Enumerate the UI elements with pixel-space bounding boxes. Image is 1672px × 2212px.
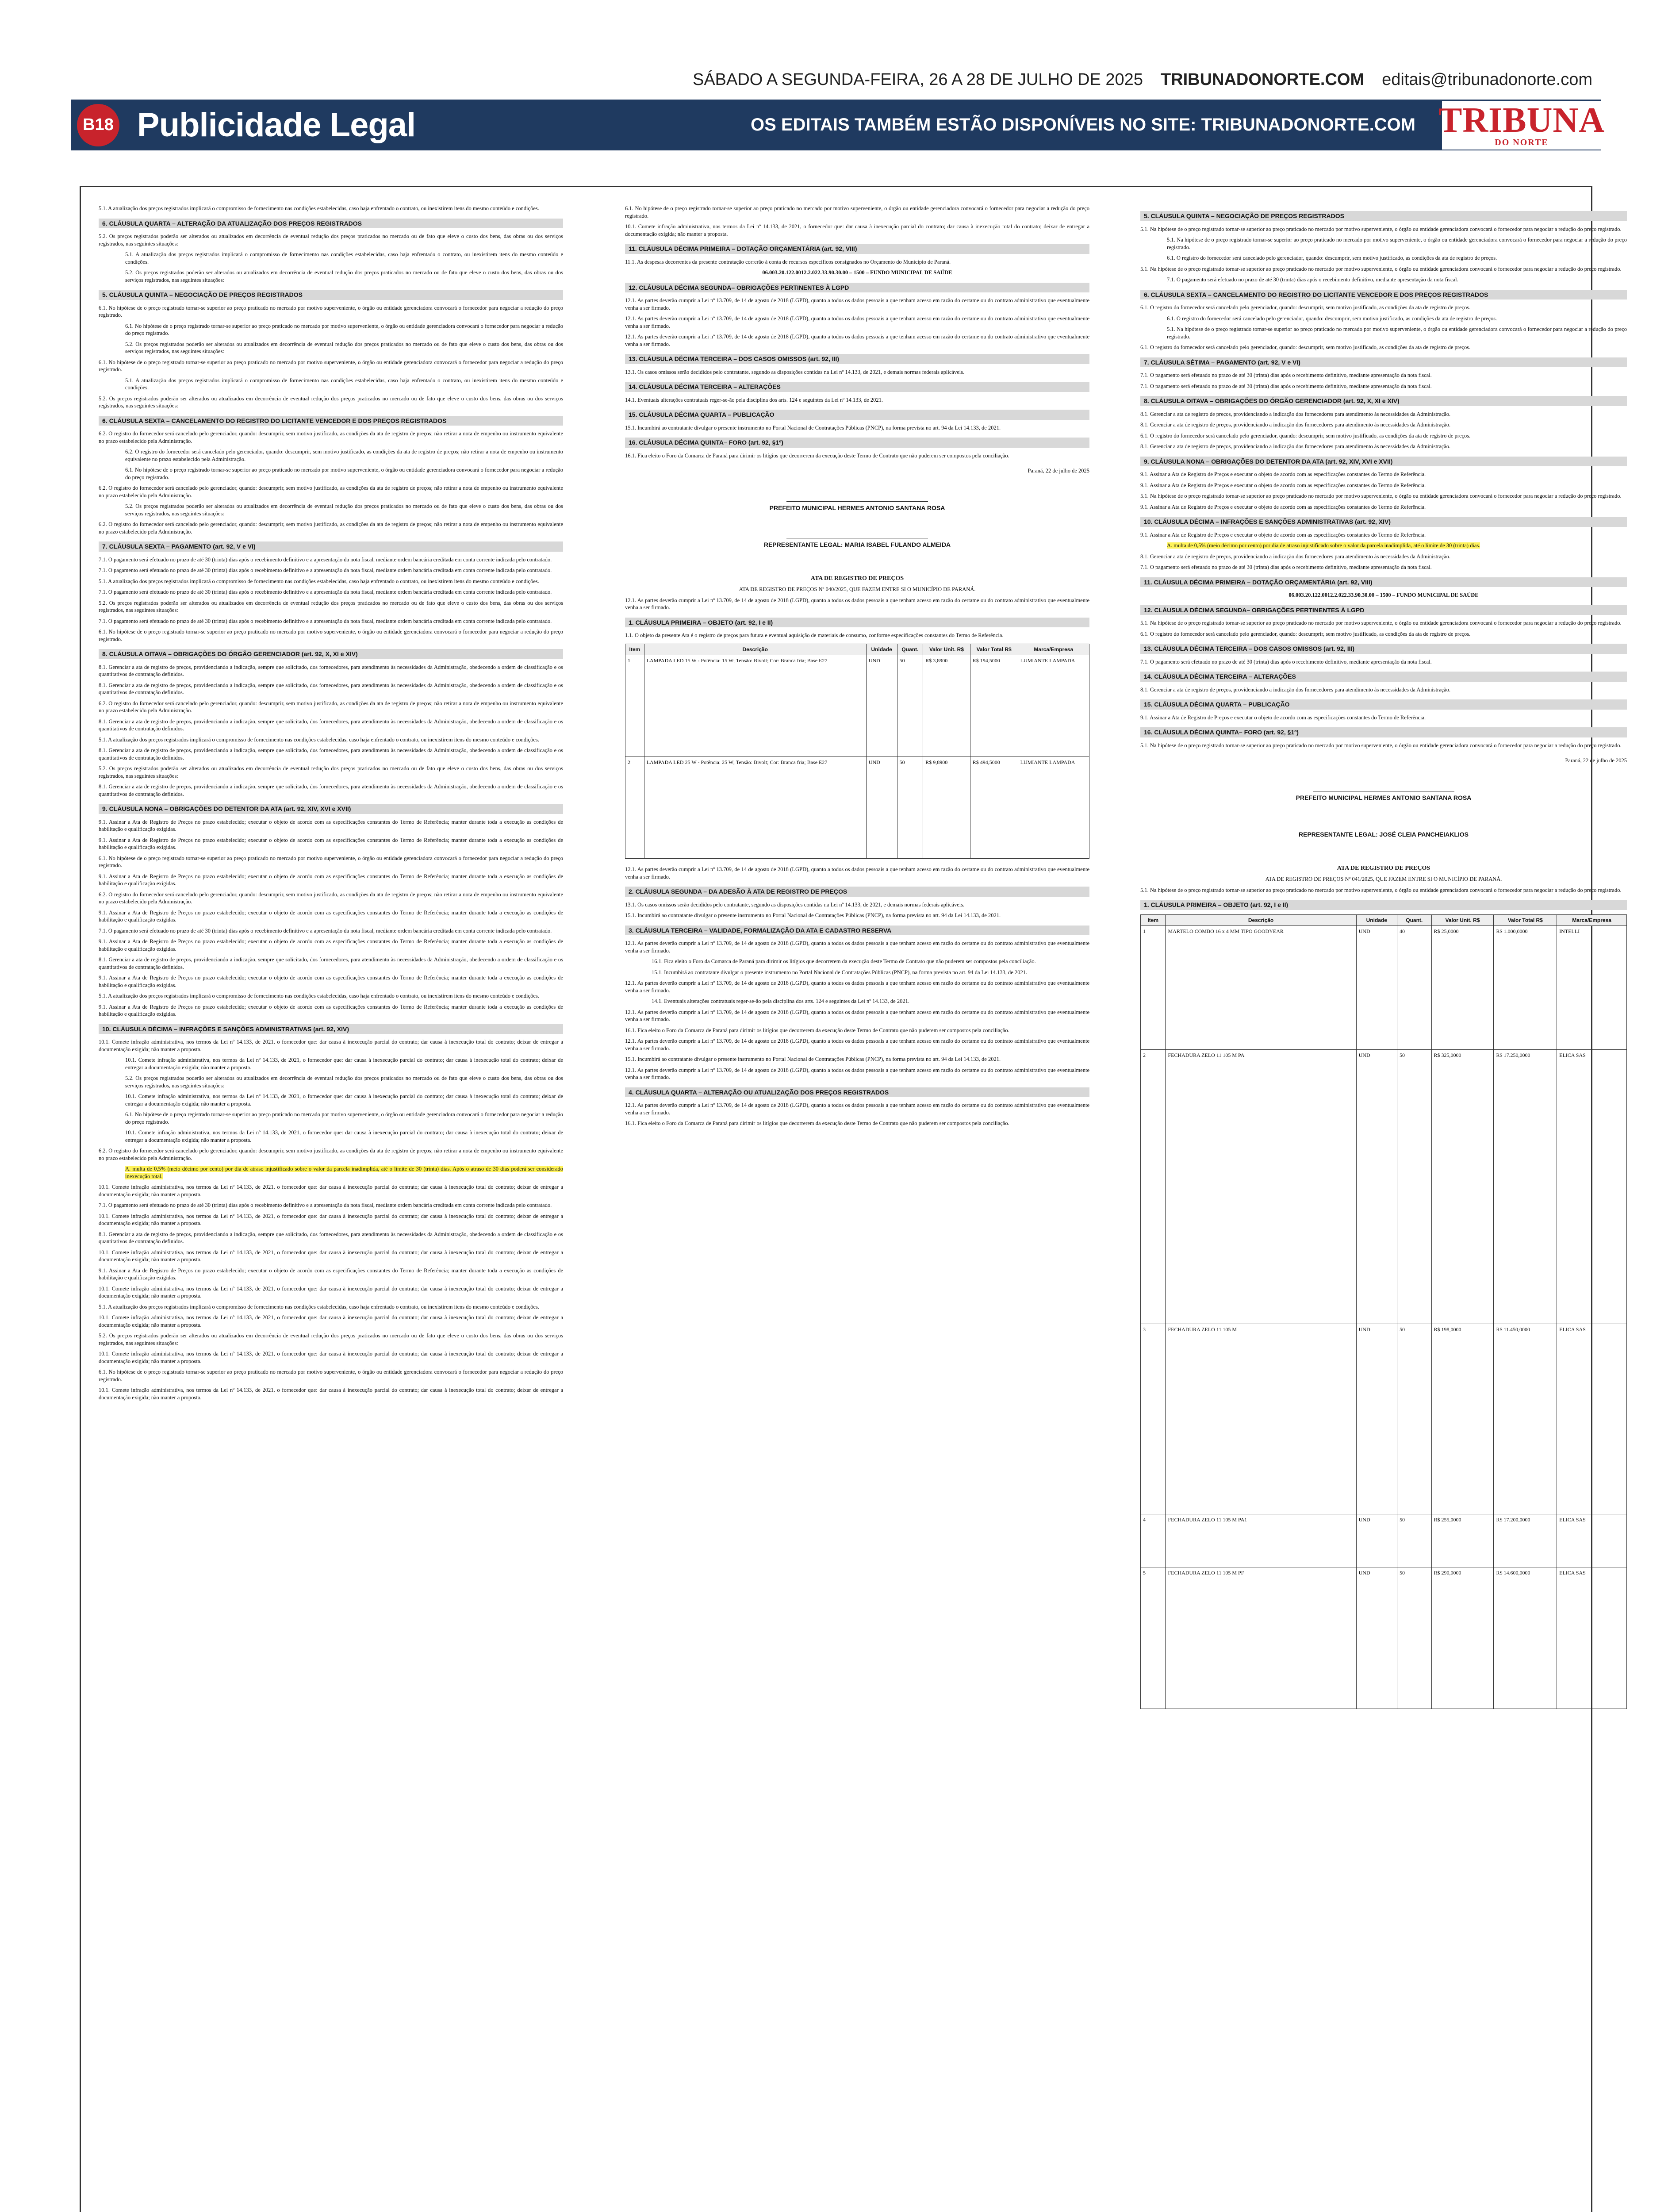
paragraph: 13.1. Os casos omissos serão decididos pelo contratante, segundo as disposições contidas na Lei nº 14.133, de 2021, e demais normas federais aplicáveis. (625, 901, 965, 908)
paragraph: 9.1. Assinar a Ata de Registro de Preços no prazo estabelecido; executar o objeto de acordo com as especificações constantes do Termo de Referência; manter durante toda a execução as condições de habilitação e qualificação exigidas. (99, 818, 563, 832)
top-info-bar (80, 66, 1592, 93)
paragraph: 10.1. Comete infração administrativa, nos termos da Lei nº 14.133, de 2021, o fornecedor que: dar causa à inexecução parcial do contrato; dar causa à inexecução total do contrato; deixar de entregar a documentação exigida; não manter a proposta. (125, 1057, 563, 1071)
paragraph: 10.1. Comete infração administrativa, nos termos da Lei nº 14.133, de 2021, o fornecedor que: dar causa à inexecução parcial do contrato; dar causa à inexecução total do contrato; deixar de entregar a documentação exigida; não manter a proposta. (99, 1387, 563, 1401)
paragraph: 9.1. Assinar a Ata de Registro de Preços no prazo estabelecido; executar o objeto de acordo com as especificações constantes do Termo de Referência; manter durante toda a execução as condições de habilitação e qualificação exigidas. (99, 938, 563, 952)
section-heading: 1. CLÁUSULA PRIMEIRA – OBJETO (art. 92, I e II) (625, 618, 1089, 628)
paragraph: 7.1. O pagamento será efetuado no prazo de até 30 (trinta) dias após o recebimento definitivo, mediante apresentação da nota fiscal. (1140, 372, 1432, 378)
paragraph: 6.1. No hipótese de o preço registrado tornar-se superior ao preço praticado no mercado por motivo superveniente, o órgão ou entidade gerenciadora convocará o fornecedor para negociar a redução do preço registrado. (99, 855, 563, 868)
table-cell: R$ 1.000,0000 (1494, 926, 1557, 1050)
paragraph: 5.1. A atualização dos preços registrados implicará o compromisso de fornecimento nas condições estabelecidas, caso haja enfrentado o contrato, ou inexistirem itens do mesmo conteúdo e condições. (99, 1303, 539, 1310)
table-cell: 50 (1397, 1050, 1431, 1324)
column-header: Quant. (897, 644, 923, 655)
paragraph: 9.1. Assinar a Ata de Registro de Preços no prazo estabelecido; executar o objeto de acordo com as especificações constantes do Termo de Referência; manter durante toda a execução as condições de habilitação e qualificação exigidas. (99, 909, 563, 923)
items-table (625, 644, 1089, 859)
column-header: Descrição (1166, 914, 1356, 926)
paragraph: 7.1. O pagamento será efetuado no prazo de até 30 (trinta) dias após o recebimento definitivo, mediante apresentação da nota fiscal. (1140, 383, 1432, 389)
paragraph: 7.1. O pagamento será efetuado no prazo de até 30 (trinta) dias após o recebimento definitivo e a apresentação da nota fiscal, mediante ordem bancária creditada em conta corrente indicada pelo contratado. (99, 589, 552, 595)
site-link[interactable]: TRIBUNADONORTE.COM (1160, 70, 1365, 89)
logo-subtext: DO NORTE (1495, 137, 1549, 147)
column-1 (99, 205, 563, 2212)
table-cell: 50 (897, 757, 923, 859)
paragraph: 8.1. Gerenciar a ata de registro de preços, providenciando a indicação, sempre que solicitado, dos fornecedores, para atendimento às necessidades da Administração, obedecendo a ordem de classificação e os quantitativos de contratação definidos. (99, 718, 563, 732)
section-heading: 9. CLÁUSULA NONA – OBRIGAÇÕES DO DETENTOR DA ATA (art. 92, XIV, XVI e XVII) (1140, 457, 1627, 467)
paragraph: 6.1. No hipótese de o preço registrado tornar-se superior ao preço praticado no mercado por motivo superveniente, o órgão ou entidade gerenciadora convocará o fornecedor para negociar a redução do preço registrado. (125, 1111, 563, 1125)
paragraph: 5.2. Os preços registrados poderão ser alterados ou atualizados em decorrência de eventual redução dos preços praticados no mercado ou de fato que eleve o custo dos bens, das obras ou dos serviços registrados, nas seguintes situações: (125, 269, 563, 283)
paragraph: 6.2. O registro do fornecedor será cancelado pelo gerenciador, quando: descumprir, sem motivo justificado, as condições da ata de registro de preços; não retirar a nota de empenho ou instrumento equivalente no prazo estabelecido pela Administração. (99, 521, 563, 535)
paragraph: 12.1. As partes deverão cumprir a Lei nº 13.709, de 14 de agosto de 2018 (LGPD), quanto a todos os dados pessoais a que tenham acesso em razão do certame ou do contrato administrativo que eventualmente venha a ser firmado. (625, 866, 1089, 880)
table-row (1141, 1324, 1627, 1514)
table-cell: 40 (1397, 926, 1431, 1050)
table-cell: LAMPADA LED 15 W - Potência: 15 W; Tensão: Bivolt; Cor: Branca fria; Base E27 (644, 655, 866, 757)
section-heading: 8. CLÁUSULA OITAVA – OBRIGAÇÕES DO ÓRGÃO GERENCIADOR (art. 92, X, XI e XIV) (1140, 396, 1627, 406)
paragraph: 6.2. O registro do fornecedor será cancelado pelo gerenciador, quando: descumprir, sem motivo justificado, as condições da ata de registro de preços; não retirar a nota de empenho ou instrumento equivalente no prazo estabelecido pela Administração. (99, 430, 563, 444)
section-heading: 6. CLÁUSULA SEXTA – CANCELAMENTO DO REGISTRO DO LICITANTE VENCEDOR E DOS PREÇOS REGISTRADOS (99, 416, 563, 426)
section-heading: 2. CLÁUSULA SEGUNDA – DA ADESÃO À ATA DE REGISTRO DE PREÇOS (625, 887, 1089, 897)
document-date: Paraná, 22 de julho de 2025 (1028, 468, 1089, 474)
table-cell: 2 (625, 757, 644, 859)
paragraph: 6.1. O registro do fornecedor será cancelado pelo gerenciador, quando: descumprir, sem motivo justificado, as condições da ata de registro de preços. (1140, 344, 1471, 350)
paragraph: 9.1. Assinar a Ata de Registro de Preços e executar o objeto de acordo com as especificações constantes do Termo de Referência. (1140, 503, 1426, 510)
paragraph: 12.1. As partes deverão cumprir a Lei nº 13.709, de 14 de agosto de 2018 (LGPD), quanto a todos os dados pessoais a que tenham acesso em razão do certame ou do contrato administrativo que eventualmente venha a ser firmado. (625, 597, 1089, 611)
paragraph: 10.1. Comete infração administrativa, nos termos da Lei nº 14.133, de 2021, o fornecedor que: dar causa à inexecução parcial do contrato; dar causa à inexecução total do contrato; deixar de entregar a documentação exigida; não manter a proposta. (99, 1039, 563, 1052)
signature-block (1140, 791, 1627, 802)
column-header: Unidade (866, 644, 897, 655)
paragraph: 5.1. Na hipótese de o preço registrado tornar-se superior ao preço praticado no mercado por motivo superveniente, o órgão ou entidade gerenciadora convocará o fornecedor para negociar a redução do preço registrado. (1140, 226, 1622, 232)
paragraph: 8.1. Gerenciar a ata de registro de preços, providenciando a indicação, sempre que solicitado, dos fornecedores, para atendimento às necessidades da Administração, obedecendo a ordem de classificação e os quantitativos de contratação definidos. (99, 783, 563, 797)
column-3 (1140, 205, 1627, 2212)
section-title: Publicidade Legal (137, 106, 416, 144)
section-heading: 8. CLÁUSULA OITAVA – OBRIGAÇÕES DO ÓRGÃO GERENCIADOR (art. 92, X, XI e XIV) (99, 649, 563, 659)
table-cell: R$ 325,0000 (1431, 1050, 1494, 1324)
paragraph: 6.1. No hipótese de o preço registrado tornar-se superior ao preço praticado no mercado por motivo superveniente, o órgão ou entidade gerenciadora convocará o fornecedor para negociar a redução do preço registrado. (99, 629, 563, 642)
column-header: Valor Unit. R$ (923, 644, 970, 655)
paragraph: 14.1. Eventuais alterações contratuais reger-se-ão pela disciplina dos arts. 124 e seguintes da Lei nº 14.133, de 2021. (652, 998, 909, 1004)
paragraph: 12.1. As partes deverão cumprir a Lei nº 13.709, de 14 de agosto de 2018 (LGPD), quanto a todos os dados pessoais a que tenham acesso em razão do certame ou do contrato administrativo que eventualmente venha a ser firmado. (625, 334, 1089, 347)
paragraph: 5.2. Os preços registrados poderão ser alterados ou atualizados em decorrência de eventual redução dos preços praticados no mercado ou de fato que eleve o custo dos bens, das obras ou dos serviços registrados, nas seguintes situações: (99, 1333, 563, 1346)
column-header: Quant. (1397, 914, 1431, 926)
paragraph: 5.1. Na hipótese de o preço registrado tornar-se superior ao preço praticado no mercado por motivo superveniente, o órgão ou entidade gerenciadora convocará o fornecedor para negociar a redução do preço registrado. (1140, 742, 1622, 749)
table-cell: 1 (1141, 926, 1166, 1050)
highlighted-paragraph (99, 1165, 563, 1180)
paragraph: 5.1. A atualização dos preços registrados implicará o compromisso de fornecimento nas condições estabelecidas, caso haja enfrentado o contrato, ou inexistirem itens do mesmo conteúdo e condições. (125, 251, 563, 265)
tribuna-logo (1438, 100, 1605, 150)
paragraph: 10.1. Comete infração administrativa, nos termos da Lei nº 14.133, de 2021, o fornecedor que: dar causa à inexecução parcial do contrato; dar causa à inexecução total do contrato; deixar de entregar a documentação exigida; não manter a proposta. (125, 1093, 563, 1107)
table-cell: R$ 17.250,0000 (1494, 1050, 1557, 1324)
table-cell: R$ 17.200,0000 (1494, 1514, 1557, 1567)
table-cell: UND (866, 757, 897, 859)
paragraph: 12.1. As partes deverão cumprir a Lei nº 13.709, de 14 de agosto de 2018 (LGPD), quanto a todos os dados pessoais a que tenham acesso em razão do certame ou do contrato administrativo que eventualmente venha a ser firmado. (625, 1067, 1089, 1080)
paragraph: 12.1. As partes deverão cumprir a Lei nº 13.709, de 14 de agosto de 2018 (LGPD), quanto a todos os dados pessoais a que tenham acesso em razão do certame ou do contrato administrativo que eventualmente venha a ser firmado. (625, 315, 1089, 329)
paragraph: 5.1. A atualização dos preços registrados implicará o compromisso de fornecimento nas condições estabelecidas, caso haja enfrentado o contrato, ou inexistirem itens do mesmo conteúdo e condições. (99, 578, 539, 584)
paragraph: 12.1. As partes deverão cumprir a Lei nº 13.709, de 14 de agosto de 2018 (LGPD), quanto a todos os dados pessoais a que tenham acesso em razão do certame ou do contrato administrativo que eventualmente venha a ser firmado. (625, 980, 1089, 994)
table-cell: 5 (1141, 1567, 1166, 1709)
paragraph: 12.1. As partes deverão cumprir a Lei nº 13.709, de 14 de agosto de 2018 (LGPD), quanto a todos os dados pessoais a que tenham acesso em razão do certame ou do contrato administrativo que eventualmente venha a ser firmado. (625, 1102, 1089, 1116)
paragraph: 5.1. A atualização dos preços registrados implicará o compromisso de fornecimento nas condições estabelecidas, caso haja enfrentado o contrato, ou inexistirem itens do mesmo conteúdo e condições. (99, 736, 539, 743)
table-cell: UND (1356, 926, 1397, 1050)
ata-subtitle: ATA DE REGISTRO DE PREÇOS Nº 041/2025, QUE FAZEM ENTRE SI O MUNICÍPIO DE PARANÁ. (1265, 876, 1502, 882)
paragraph: 6.1. No hipótese de o preço registrado tornar-se superior ao preço praticado no mercado por motivo superveniente, o órgão ou entidade gerenciadora convocará o fornecedor para negociar a redução do preço registrado. (99, 304, 563, 318)
paragraph: 6.1. O registro do fornecedor será cancelado pelo gerenciador, quando: descumprir, sem motivo justificado, as condições da ata de registro de preços. (1140, 304, 1471, 311)
table-cell: R$ 9,8900 (923, 757, 970, 859)
section-heading: 16. CLÁUSULA DÉCIMA QUINTA– FORO (art. 92, §1º) (625, 438, 1089, 448)
table-cell: FECHADURA ZELO 11 105 M PA (1166, 1050, 1356, 1324)
paragraph: 7.1. O pagamento será efetuado no prazo de até 30 (trinta) dias após o recebimento definitivo e a apresentação da nota fiscal, mediante ordem bancária creditada em conta corrente indicada pelo contratado. (99, 567, 552, 573)
section-heading: 1. CLÁUSULA PRIMEIRA – OBJETO (art. 92, I e II) (1140, 900, 1627, 910)
paragraph: 6.1. No hipótese de o preço registrado tornar-se superior ao preço praticado no mercado por motivo superveniente, o órgão ou entidade gerenciadora convocará o fornecedor para negociar a redução do preço registrado. (125, 467, 563, 480)
document-date: Paraná, 22 de julho de 2025 (1565, 757, 1627, 764)
paragraph: 6.2. O registro do fornecedor será cancelado pelo gerenciador, quando: descumprir, sem motivo justificado, as condições da ata de registro de preços; não retirar a nota de empenho ou instrumento equivalente no prazo estabelecido pela Administração. (99, 891, 563, 905)
section-heading: 15. CLÁUSULA DÉCIMA QUARTA – PUBLICAÇÃO (1140, 699, 1627, 710)
column-header: Marca/Empresa (1018, 644, 1089, 655)
signatory-name: REPRESENTANTE LEGAL: JOSÉ CLEIA PANCHEIAKLIOS (1299, 831, 1469, 838)
paragraph: 9.1. Assinar a Ata de Registro de Preços e executar o objeto de acordo com as especificações constantes do Termo de Referência. (1140, 531, 1426, 538)
table-row (625, 757, 1089, 859)
paragraph: 6.1. O registro do fornecedor será cancelado pelo gerenciador, quando: descumprir, sem motivo justificado, as condições da ata de registro de preços. (1140, 432, 1471, 439)
paragraph: 6.1. No hipótese de o preço registrado tornar-se superior ao preço praticado no mercado por motivo superveniente, o órgão ou entidade gerenciadora convocará o fornecedor para negociar a redução do preço registrado. (99, 359, 563, 373)
paragraph: 8.1. Gerenciar a ata de registro de preços, providenciando a indicação dos fornecedores para atendimento às necessidades da Administração. (1140, 686, 1451, 693)
section-heading: 13. CLÁUSULA DÉCIMA TERCEIRA – DOS CASOS OMISSOS (art. 92, III) (1140, 644, 1627, 654)
table-cell: LAMPADA LED 25 W - Potência: 25 W; Tensão: Bivolt; Cor: Branca fria; Base E27 (644, 757, 866, 859)
table-cell: MARTELO COMBO 16 x 4 MM TIPO GOODYEAR (1166, 926, 1356, 1050)
section-heading: 15. CLÁUSULA DÉCIMA QUARTA – PUBLICAÇÃO (625, 410, 1089, 420)
section-heading: 5. CLÁUSULA QUINTA – NEGOCIAÇÃO DE PREÇOS REGISTRADOS (99, 290, 563, 300)
paragraph: 6.1. No hipótese de o preço registrado tornar-se superior ao preço praticado no mercado por motivo superveniente, o órgão ou entidade gerenciadora convocará o fornecedor para negociar a redução do preço registrado. (99, 1369, 563, 1382)
paragraph: 5.2. Os preços registrados poderão ser alterados ou atualizados em decorrência de eventual redução dos preços praticados no mercado ou de fato que eleve o custo dos bens, das obras ou dos serviços registrados, nas seguintes situações: (99, 765, 563, 779)
highlight-text: A. multa de 0,5% (meio décimo por cento) por dia de atraso injustificado sobre o valor da parcela inadimplida, até o limite de 30 (trinta) dias. (1167, 542, 1480, 549)
items-table (1140, 914, 1627, 1709)
paragraph: 5.2. Os preços registrados poderão ser alterados ou atualizados em decorrência de eventual redução dos preços praticados no mercado ou de fato que eleve o custo dos bens, das obras ou dos serviços registrados, nas seguintes situações: (99, 599, 563, 613)
column-header: Descrição (644, 644, 866, 655)
budget-line: 06.003.20.122.0012.2.022.33.90.30.00 – 1500 – FUNDO MUNICIPAL DE SAÚDE (762, 269, 952, 276)
site-note: OS EDITAIS TAMBÉM ESTÃO DISPONÍVEIS NO SITE: TRIBUNADONORTE.COM (750, 115, 1415, 134)
column-header: Marca/Empresa (1557, 914, 1627, 926)
paragraph: 10.1. Comete infração administrativa, nos termos da Lei nº 14.133, de 2021, o fornecedor que: dar causa à inexecução parcial do contrato; dar causa à inexecução total do contrato; deixar de entregar a documentação exigida; não manter a proposta. (99, 1213, 563, 1226)
notice-page (80, 186, 1627, 2212)
table-cell: R$ 3,8900 (923, 655, 970, 757)
paragraph: 7.1. O pagamento será efetuado no prazo de até 30 (trinta) dias após o recebimento definitivo e a apresentação da nota fiscal, mediante ordem bancária creditada em conta corrente indicada pelo contratado. (99, 1202, 552, 1208)
column-header: Valor Unit. R$ (1431, 914, 1494, 926)
paragraph: 8.1. Gerenciar a ata de registro de preços, providenciando a indicação, sempre que solicitado, dos fornecedores, para atendimento às necessidades da Administração, obedecendo a ordem de classificação e os quantitativos de contratação definidos. (99, 747, 563, 761)
paragraph: 8.1. Gerenciar a ata de registro de preços, providenciando a indicação dos fornecedores para atendimento às necessidades da Administração. (1140, 443, 1451, 449)
paragraph: 10.1. Comete infração administrativa, nos termos da Lei nº 14.133, de 2021, o fornecedor que: dar causa à inexecução parcial do contrato; dar causa à inexecução total do contrato; deixar de entregar a documentação exigida; não manter a proposta. (99, 1351, 563, 1364)
section-heading: 13. CLÁUSULA DÉCIMA TERCEIRA – DOS CASOS OMISSOS (art. 92, III) (625, 354, 1089, 364)
section-heading: 9. CLÁUSULA NONA – OBRIGAÇÕES DO DETENTOR DA ATA (art. 92, XIV, XVI e XVII) (99, 804, 563, 814)
paragraph: 5.1. Na hipótese de o preço registrado tornar-se superior ao preço praticado no mercado por motivo superveniente, o órgão ou entidade gerenciadora convocará o fornecedor para negociar a redução do preço registrado. (1140, 265, 1622, 272)
table-row (625, 655, 1089, 757)
paragraph: 15.1. Incumbirá ao contratante divulgar o presente instrumento no Portal Nacional de Contratações Públicas (PNCP), na forma prevista no art. 94 da Lei 14.133, de 2021. (652, 969, 1028, 975)
edition-date: SÁBADO A SEGUNDA-FEIRA, 26 A 28 DE JULHO DE 2025 (692, 70, 1143, 89)
paragraph: 8.1. Gerenciar a ata de registro de preços, providenciando a indicação, sempre que solicitado, dos fornecedores, para atendimento às necessidades da Administração, obedecendo a ordem de classificação e os quantitativos de contratação definidos. (99, 956, 563, 970)
table-cell: 3 (1141, 1324, 1166, 1514)
paragraph: 9.1. Assinar a Ata de Registro de Preços no prazo estabelecido; executar o objeto de acordo com as especificações constantes do Termo de Referência; manter durante toda a execução as condições de habilitação e qualificação exigidas. (99, 873, 563, 887)
section-heading: 4. CLÁUSULA QUARTA – ALTERAÇÃO OU ATUALIZAÇÃO DOS PREÇOS REGISTRADOS (625, 1087, 1089, 1098)
table-cell: R$ 11.450,0000 (1494, 1324, 1557, 1514)
section-heading: 11. CLÁUSULA DÉCIMA PRIMEIRA – DOTAÇÃO ORÇAMENTÁRIA (art. 92, VIII) (1140, 577, 1627, 588)
table-cell: UND (1356, 1050, 1397, 1324)
paragraph: 10.1. Comete infração administrativa, nos termos da Lei nº 14.133, de 2021, o fornecedor que: dar causa à inexecução parcial do contrato; dar causa à inexecução total do contrato; deixar de entregar a documentação exigida; não manter a proposta. (99, 1184, 563, 1198)
paragraph: 16.1. Fica eleito o Foro da Comarca de Paraná para dirimir os litígios que decorrerem da execução deste Termo de Contrato que não puderem ser compostos pela conciliação. (625, 1027, 1009, 1033)
paragraph: 16.1. Fica eleito o Foro da Comarca de Paraná para dirimir os litígios que decorrerem da execução deste Termo de Contrato que não puderem ser compostos pela conciliação. (625, 452, 1009, 459)
section-heading: 14. CLÁUSULA DÉCIMA TERCEIRA – ALTERAÇÕES (625, 382, 1089, 392)
paragraph: 5.2. Os preços registrados poderão ser alterados ou atualizados em decorrência de eventual redução dos preços praticados no mercado ou de fato que eleve o custo dos bens, das obras ou dos serviços registrados, nas seguintes situações: (125, 341, 563, 354)
signature-line (786, 501, 928, 502)
paragraph: 7.1. O pagamento será efetuado no prazo de até 30 (trinta) dias após o recebimento definitivo e a apresentação da nota fiscal, mediante ordem bancária creditada em conta corrente indicada pelo contratado. (99, 556, 552, 563)
paragraph: 9.1. Assinar a Ata de Registro de Preços no prazo estabelecido; executar o objeto de acordo com as especificações constantes do Termo de Referência; manter durante toda a execução as condições de habilitação e qualificação exigidas. (99, 837, 563, 850)
paragraph: 6.1. No hipótese de o preço registrado tornar-se superior ao preço praticado no mercado por motivo superveniente, o órgão ou entidade gerenciadora convocará o fornecedor para negociar a redução do preço registrado. (125, 323, 563, 336)
table-cell: 50 (1397, 1514, 1431, 1567)
paragraph: 7.1. O pagamento será efetuado no prazo de até 30 (trinta) dias após o recebimento definitivo, mediante apresentação da nota fiscal. (1167, 276, 1458, 283)
column-header: Unidade (1356, 914, 1397, 926)
signature-block (625, 538, 1089, 549)
paragraph: 5.1. Na hipótese de o preço registrado tornar-se superior ao preço praticado no mercado por motivo superveniente, o órgão ou entidade gerenciadora convocará o fornecedor para negociar a redução do preço registrado. (1167, 326, 1627, 340)
section-heading: 14. CLÁUSULA DÉCIMA TERCEIRA – ALTERAÇÕES (1140, 672, 1627, 682)
table-row (1141, 1514, 1627, 1567)
table-row (1141, 1567, 1627, 1709)
paragraph: 16.1. Fica eleito o Foro da Comarca de Paraná para dirimir os litígios que decorrerem da execução deste Termo de Contrato que não puderem ser compostos pela conciliação. (652, 958, 1036, 964)
table-cell: INTELLI (1557, 926, 1627, 1050)
paragraph: 9.1. Assinar a Ata de Registro de Preços e executar o objeto de acordo com as especificações constantes do Termo de Referência. (1140, 714, 1426, 721)
table-cell: 50 (1397, 1324, 1431, 1514)
table-row (1141, 1050, 1627, 1324)
page-number-badge: B18 (77, 104, 119, 146)
section-header (71, 100, 1601, 150)
paragraph: 10.1. Comete infração administrativa, nos termos da Lei nº 14.133, de 2021, o fornecedor que: dar causa à inexecução parcial do contrato; dar causa à inexecução total do contrato; deixar de entregar a documentação exigida; não manter a proposta. (99, 1249, 563, 1263)
section-heading: 6. CLÁUSULA QUARTA – ALTERAÇÃO DA ATUALIZAÇÃO DOS PREÇOS REGISTRADOS (99, 219, 563, 229)
table-cell: FECHADURA ZELO 11 105 M PF (1166, 1567, 1356, 1709)
table-cell: 50 (897, 655, 923, 757)
section-heading: 3. CLÁUSULA TERCEIRA – VALIDADE, FORMALIZAÇÃO DA ATA E CADASTRO RESERVA (625, 926, 1089, 936)
table-cell: R$ 290,0000 (1431, 1567, 1494, 1709)
section-heading: 16. CLÁUSULA DÉCIMA QUINTA– FORO (art. 92, §1º) (1140, 727, 1627, 737)
paragraph: 6.2. O registro do fornecedor será cancelado pelo gerenciador, quando: descumprir, sem motivo justificado, as condições da ata de registro de preços; não retirar a nota de empenho ou instrumento equivalente no prazo estabelecido pela Administração. (99, 1148, 563, 1161)
signature-block (1140, 828, 1627, 838)
paragraph: 10.1. Comete infração administrativa, nos termos da Lei nº 14.133, de 2021, o fornecedor que: dar causa à inexecução parcial do contrato; dar causa à inexecução total do contrato; deixar de entregar a documentação exigida; não manter a proposta. (125, 1129, 563, 1143)
column-2 (625, 205, 1089, 2212)
section-heading: 12. CLÁUSULA DÉCIMA SEGUNDA– OBRIGAÇÕES PERTINENTES À LGPD (1140, 605, 1627, 615)
section-heading: 10. CLÁUSULA DÉCIMA – INFRAÇÕES E SANÇÕES ADMINISTRATIVAS (art. 92, XIV) (1140, 517, 1627, 527)
table-cell: FECHADURA ZELO 11 105 M PA1 (1166, 1514, 1356, 1567)
paragraph: 9.1. Assinar a Ata de Registro de Preços no prazo estabelecido; executar o objeto de acordo com as especificações constantes do Termo de Referência; manter durante toda a execução as condições de habilitação e qualificação exigidas. (99, 1267, 563, 1281)
table-row (1141, 926, 1627, 1050)
section-heading: 10. CLÁUSULA DÉCIMA – INFRAÇÕES E SANÇÕES ADMINISTRATIVAS (art. 92, XIV) (99, 1024, 563, 1034)
signature-block (625, 501, 1089, 512)
paragraph: 15.1. Incumbirá ao contratante divulgar o presente instrumento no Portal Nacional de Contratações Públicas (PNCP), na forma prevista no art. 94 da Lei 14.133, de 2021. (625, 1056, 1001, 1062)
paragraph: 8.1. Gerenciar a ata de registro de preços, providenciando a indicação dos fornecedores para atendimento às necessidades da Administração. (1140, 411, 1451, 417)
paragraph: 14.1. Eventuais alterações contratuais reger-se-ão pela disciplina dos arts. 124 e seguintes da Lei nº 14.133, de 2021. (625, 396, 883, 403)
table-cell: R$ 25,0000 (1431, 926, 1494, 1050)
paragraph: 6.1. O registro do fornecedor será cancelado pelo gerenciador, quando: descumprir, sem motivo justificado, as condições da ata de registro de preços. (1140, 630, 1471, 637)
column-header: Valor Total R$ (1494, 914, 1557, 926)
table-cell: 4 (1141, 1514, 1166, 1567)
paragraph: 5.1. Na hipótese de o preço registrado tornar-se superior ao preço praticado no mercado por motivo superveniente, o órgão ou entidade gerenciadora convocará o fornecedor para negociar a redução do preço registrado. (1140, 887, 1622, 893)
table-cell: 1 (625, 655, 644, 757)
table-cell: UND (1356, 1567, 1397, 1709)
logo-text: TRIBUNA (1438, 100, 1605, 140)
table-cell: 50 (1397, 1567, 1431, 1709)
paragraph: 8.1. Gerenciar a ata de registro de preços, providenciando a indicação, sempre que solicitado, dos fornecedores, para atendimento às necessidades da Administração, obedecendo a ordem de classificação e os quantitativos de contratação definidos. (99, 1231, 563, 1244)
paragraph: 7.1. O pagamento será efetuado no prazo de até 30 (trinta) dias após o recebimento definitivo, mediante apresentação da nota fiscal. (1140, 564, 1432, 570)
table-cell: LUMIANTE LAMPADA (1018, 757, 1089, 859)
signatory-name: PREFEITO MUNICIPAL HERMES ANTONIO SANTANA ROSA (1296, 794, 1472, 801)
paragraph: 5.1. Na hipótese de o preço registrado tornar-se superior ao preço praticado no mercado por motivo superveniente, o órgão ou entidade gerenciadora convocará o fornecedor para negociar a redução do preço registrado. (1140, 493, 1622, 499)
paragraph: 5.2. Os preços registrados poderão ser alterados ou atualizados em decorrência de eventual redução dos preços praticados no mercado ou de fato que eleve o custo dos bens, das obras ou dos serviços registrados, nas seguintes situações: (99, 233, 563, 247)
table-cell: R$ 194,5000 (970, 655, 1018, 757)
table-header-row (625, 644, 1089, 655)
paragraph: 5.1. A atualização dos preços registrados implicará o compromisso de fornecimento nas condições estabelecidas, caso haja enfrentado o contrato, ou inexistirem itens do mesmo conteúdo e condições. (99, 993, 539, 999)
paragraph: 9.1. Assinar a Ata de Registro de Preços e executar o objeto de acordo com as especificações constantes do Termo de Referência. (1140, 482, 1426, 488)
table-cell: 2 (1141, 1050, 1166, 1324)
paragraph: 6.2. O registro do fornecedor será cancelado pelo gerenciador, quando: descumprir, sem motivo justificado, as condições da ata de registro de preços; não retirar a nota de empenho ou instrumento equivalente no prazo estabelecido pela Administração. (125, 449, 563, 462)
section-heading: 11. CLÁUSULA DÉCIMA PRIMEIRA – DOTAÇÃO ORÇAMENTÁRIA (art. 92, VIII) (625, 244, 1089, 254)
table-cell: ELICA SAS (1557, 1514, 1627, 1567)
paragraph: 10.1. Comete infração administrativa, nos termos da Lei nº 14.133, de 2021, o fornecedor que: dar causa à inexecução parcial do contrato; dar causa à inexecução total do contrato; deixar de entregar a documentação exigida; não manter a proposta. (99, 1314, 563, 1328)
section-heading: 5. CLÁUSULA QUINTA – NEGOCIAÇÃO DE PREÇOS REGISTRADOS (1140, 211, 1627, 221)
paragraph: 6.1. O registro do fornecedor será cancelado pelo gerenciador, quando: descumprir, sem motivo justificado, as condições da ata de registro de preços. (1167, 255, 1497, 261)
section-heading: 7. CLÁUSULA SÉTIMA – PAGAMENTO (art. 92, V e VI) (1140, 357, 1627, 368)
table-cell: R$ 198,0000 (1431, 1324, 1494, 1514)
paragraph: 15.1. Incumbirá ao contratante divulgar o presente instrumento no Portal Nacional de Contratações Públicas (PNCP), na forma prevista no art. 94 da Lei 14.133, de 2021. (625, 424, 1001, 431)
paragraph: 8.1. Gerenciar a ata de registro de preços, providenciando a indicação, sempre que solicitado, dos fornecedores, para atendimento às necessidades da Administração, obedecendo a ordem de classificação e os quantitativos de contratação definidos. (99, 664, 563, 677)
paragraph: 5.2. Os preços registrados poderão ser alterados ou atualizados em decorrência de eventual redução dos preços praticados no mercado ou de fato que eleve o custo dos bens, das obras ou dos serviços registrados, nas seguintes situações: (125, 1075, 563, 1089)
paragraph: 5.1. Na hipótese de o preço registrado tornar-se superior ao preço praticado no mercado por motivo superveniente, o órgão ou entidade gerenciadora convocará o fornecedor para negociar a redução do preço registrado. (1167, 237, 1627, 250)
paragraph: 5.1. A atualização dos preços registrados implicará o compromisso de fornecimento nas condições estabelecidas, caso haja enfrentado o contrato, ou inexistirem itens do mesmo conteúdo e condições. (99, 205, 539, 211)
column-header: Valor Total R$ (970, 644, 1018, 655)
table-cell: UND (1356, 1324, 1397, 1514)
highlight-text: A. multa de 0,5% (meio décimo por cento) por dia de atraso injustificado sobre o valor da parcela inadimplida, até o limite de 30 (trinta) dias. Após o atraso de 30 dias poderá ser considerado inexecução total. (125, 1166, 563, 1179)
table-cell: ELICA SAS (1557, 1324, 1627, 1514)
paragraph: 9.1. Assinar a Ata de Registro de Preços e executar o objeto de acordo com as especificações constantes do Termo de Referência. (1140, 471, 1426, 477)
paragraph: 13.1. Os casos omissos serão decididos pelo contratante, segundo as disposições contidas na Lei nº 14.133, de 2021, e demais normas federais aplicáveis. (625, 369, 965, 375)
paragraph: 16.1. Fica eleito o Foro da Comarca de Paraná para dirimir os litígios que decorrerem da execução deste Termo de Contrato que não puderem ser compostos pela conciliação. (625, 1120, 1009, 1126)
table-cell: ELICA SAS (1557, 1050, 1627, 1324)
paragraph: 8.1. Gerenciar a ata de registro de preços, providenciando a indicação dos fornecedores para atendimento às necessidades da Administração. (1140, 422, 1451, 428)
section-heading: 6. CLÁUSULA SEXTA – CANCELAMENTO DO REGISTRO DO LICITANTE VENCEDOR E DOS PREÇOS REGISTRADOS (1140, 290, 1627, 300)
paragraph: 5.2. Os preços registrados poderão ser alterados ou atualizados em decorrência de eventual redução dos preços praticados no mercado ou de fato que eleve o custo dos bens, das obras ou dos serviços registrados, nas seguintes situações: (125, 503, 563, 517)
signatory-name: REPRESENTANTE LEGAL: MARIA ISABEL FULANDO ALMEIDA (763, 541, 951, 548)
ata-title: ATA DE REGISTRO DE PREÇOS (810, 575, 904, 582)
highlighted-paragraph (1140, 542, 1627, 549)
paragraph: 5.1. A atualização dos preços registrados implicará o compromisso de fornecimento nas condições estabelecidas, caso haja enfrentado o contrato, ou inexistirem itens do mesmo conteúdo e condições. (125, 377, 563, 391)
paragraph: 12.1. As partes deverão cumprir a Lei nº 13.709, de 14 de agosto de 2018 (LGPD), quanto a todos os dados pessoais a que tenham acesso em razão do certame ou do contrato administrativo que eventualmente venha a ser firmado. (625, 1038, 1089, 1052)
paragraph: 7.1. O pagamento será efetuado no prazo de até 30 (trinta) dias após o recebimento definitivo, mediante apresentação da nota fiscal. (1140, 658, 1432, 665)
paragraph: 10.1. Comete infração administrativa, nos termos da Lei nº 14.133, de 2021, o fornecedor que: dar causa à inexecução parcial do contrato; dar causa à inexecução total do contrato; deixar de entregar a documentação exigida; não manter a proposta. (99, 1285, 563, 1299)
paragraph: 9.1. Assinar a Ata de Registro de Preços no prazo estabelecido; executar o objeto de acordo com as especificações constantes do Termo de Referência; manter durante toda a execução as condições de habilitação e qualificação exigidas. (99, 975, 563, 988)
table-cell: ELICA SAS (1557, 1567, 1627, 1709)
paragraph: 7.1. O pagamento será efetuado no prazo de até 30 (trinta) dias após o recebimento definitivo e a apresentação da nota fiscal, mediante ordem bancária creditada em conta corrente indicada pelo contratado. (99, 927, 552, 934)
table-cell: LUMIANTE LAMPADA (1018, 655, 1089, 757)
paragraph: 10.1. Comete infração administrativa, nos termos da Lei nº 14.133, de 2021, o fornecedor que: dar causa à inexecução parcial do contrato; dar causa à inexecução total do contrato; deixar de entregar a documentação exigida; não manter a proposta. (625, 223, 1089, 237)
table-cell: UND (1356, 1514, 1397, 1567)
signatory-name: PREFEITO MUNICIPAL HERMES ANTONIO SANTANA ROSA (769, 504, 945, 511)
column-header: Item (1141, 914, 1166, 926)
paragraph: 9.1. Assinar a Ata de Registro de Preços no prazo estabelecido; executar o objeto de acordo com as especificações constantes do Termo de Referência; manter durante toda a execução as condições de habilitação e qualificação exigidas. (99, 1003, 563, 1017)
paragraph: 12.1. As partes deverão cumprir a Lei nº 13.709, de 14 de agosto de 2018 (LGPD), quanto a todos os dados pessoais a que tenham acesso em razão do certame ou do contrato administrativo que eventualmente venha a ser firmado. (625, 297, 1089, 311)
paragraph: 5.2. Os preços registrados poderão ser alterados ou atualizados em decorrência de eventual redução dos preços praticados no mercado ou de fato que eleve o custo dos bens, das obras ou dos serviços registrados, nas seguintes situações: (99, 395, 563, 409)
table-cell: R$ 14.600,0000 (1494, 1567, 1557, 1709)
paragraph: 6.1. O registro do fornecedor será cancelado pelo gerenciador, quando: descumprir, sem motivo justificado, as condições da ata de registro de preços. (1167, 315, 1497, 322)
paragraph: 7.1. O pagamento será efetuado no prazo de até 30 (trinta) dias após o recebimento definitivo e a apresentação da nota fiscal, mediante ordem bancária creditada em conta corrente indicada pelo contratado. (99, 618, 552, 624)
budget-line: 06.003.20.122.0012.2.022.33.90.30.00 – 1500 – FUNDO MUNICIPAL DE SAÚDE (1289, 592, 1479, 598)
paragraph: 11.1. As despesas decorrentes da presente contratação correrão à conta de recursos específicos consignados no Orçamento do Município de Paraná. (625, 258, 951, 265)
section-heading: 7. CLÁUSULA SEXTA – PAGAMENTO (art. 92, V e VI) (99, 541, 563, 552)
email-link[interactable]: editais@tribunadonorte.com (1382, 70, 1592, 89)
paragraph: 8.1. Gerenciar a ata de registro de preços, providenciando a indicação, sempre que solicitado, dos fornecedores, para atendimento às necessidades da Administração, obedecendo a ordem de classificação e os quantitativos de contratação definidos. (99, 682, 563, 695)
paragraph: 1.1. O objeto da presente Ata é o registro de preços para futura e eventual aquisição de materiais de consumo, conforme especificações constantes do Termo de Referência. (625, 632, 1004, 638)
table-cell: UND (866, 655, 897, 757)
paragraph: 15.1. Incumbirá ao contratante divulgar o presente instrumento no Portal Nacional de Contratações Públicas (PNCP), na forma prevista no art. 94 da Lei 14.133, de 2021. (625, 912, 1001, 918)
paragraph: 6.1. No hipótese de o preço registrado tornar-se superior ao preço praticado no mercado por motivo superveniente, o órgão ou entidade gerenciadora convocará o fornecedor para negociar a redução do preço registrado. (625, 205, 1089, 219)
paragraph: 8.1. Gerenciar a ata de registro de preços, providenciando a indicação dos fornecedores para atendimento às necessidades da Administração. (1140, 553, 1451, 560)
table-header-row (1141, 914, 1627, 926)
paragraph: 6.2. O registro do fornecedor será cancelado pelo gerenciador, quando: descumprir, sem motivo justificado, as condições da ata de registro de preços; não retirar a nota de empenho ou instrumento equivalente no prazo estabelecido pela Administração. (99, 700, 563, 714)
table-cell: R$ 255,0000 (1431, 1514, 1494, 1567)
table-cell: FECHADURA ZELO 11 105 M (1166, 1324, 1356, 1514)
ata-subtitle: ATA DE REGISTRO DE PREÇOS Nº 040/2025, QUE FAZEM ENTRE SI O MUNICÍPIO DE PARANÁ. (739, 586, 976, 592)
section-heading: 12. CLÁUSULA DÉCIMA SEGUNDA– OBRIGAÇÕES PERTINENTES À LGPD (625, 283, 1089, 293)
column-header: Item (625, 644, 644, 655)
paragraph: 6.2. O registro do fornecedor será cancelado pelo gerenciador, quando: descumprir, sem motivo justificado, as condições da ata de registro de preços; não retirar a nota de empenho ou instrumento equivalente no prazo estabelecido pela Administração. (99, 485, 563, 499)
ata-title: ATA DE REGISTRO DE PREÇOS (1337, 864, 1430, 872)
table-cell: R$ 494,5000 (970, 757, 1018, 859)
paragraph: 5.1. Na hipótese de o preço registrado tornar-se superior ao preço praticado no mercado por motivo superveniente, o órgão ou entidade gerenciadora convocará o fornecedor para negociar a redução do preço registrado. (1140, 620, 1622, 626)
paragraph: 12.1. As partes deverão cumprir a Lei nº 13.709, de 14 de agosto de 2018 (LGPD), quanto a todos os dados pessoais a que tenham acesso em razão do certame ou do contrato administrativo que eventualmente venha a ser firmado. (625, 1009, 1089, 1022)
paragraph: 12.1. As partes deverão cumprir a Lei nº 13.709, de 14 de agosto de 2018 (LGPD), quanto a todos os dados pessoais a que tenham acesso em razão do certame ou do contrato administrativo que eventualmente venha a ser firmado. (625, 940, 1089, 954)
